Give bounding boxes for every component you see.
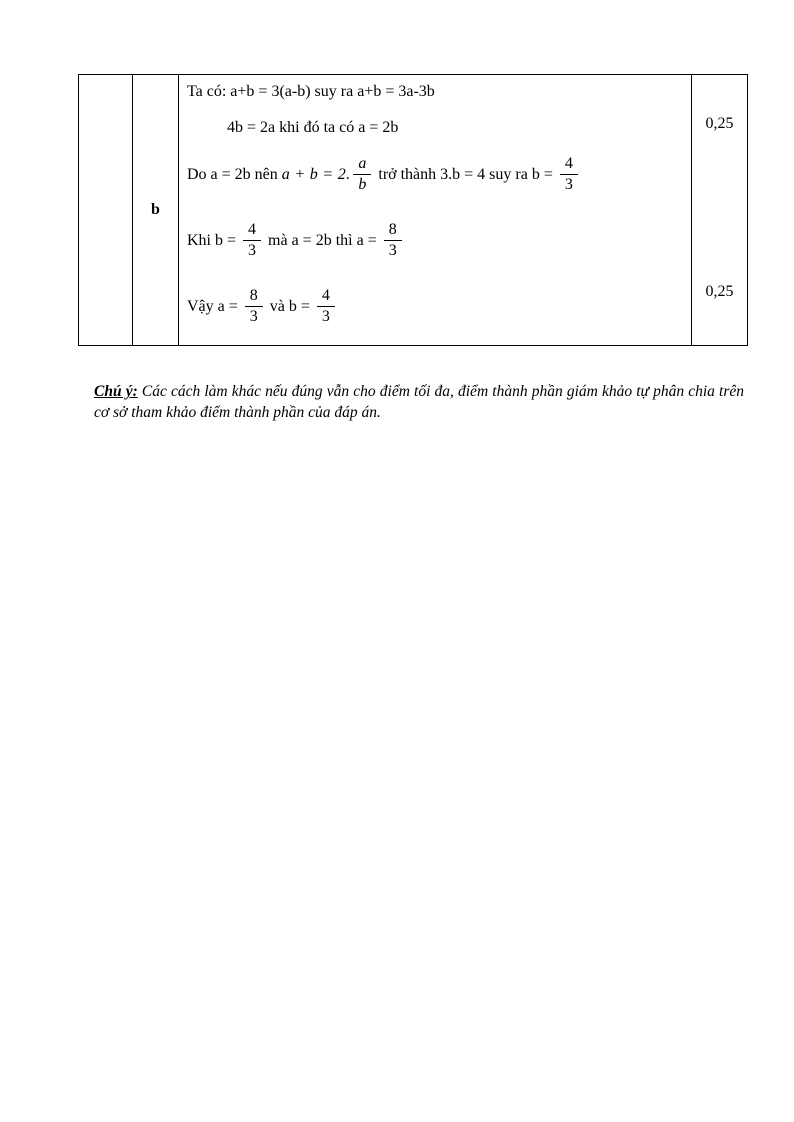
- fraction-denominator: 3: [245, 306, 263, 326]
- fraction-denominator: 3: [243, 240, 261, 260]
- answer-table: [78, 74, 748, 346]
- math-expression: a + b = 2.: [281, 165, 351, 183]
- question-number-cell: [79, 75, 133, 345]
- fraction: [384, 221, 402, 261]
- solution-line: [187, 155, 689, 195]
- fraction-numerator: 8: [249, 287, 258, 304]
- fraction-numerator: a: [358, 155, 367, 172]
- fraction: [243, 221, 261, 261]
- text-run: Vậy a =: [187, 297, 242, 315]
- score-cell: [692, 75, 747, 345]
- solution-line: [187, 119, 689, 137]
- fraction: [353, 155, 371, 195]
- fraction-numerator: 8: [388, 221, 397, 238]
- text-run: mà a = 2b thì a =: [264, 231, 381, 249]
- solution-cell: [179, 75, 692, 345]
- fraction-numerator: 4: [248, 221, 257, 238]
- fraction-numerator: 4: [564, 155, 573, 172]
- text-run: Ta có: a+b = 3(a-b) suy ra a+b = 3a-3b: [187, 83, 435, 100]
- text-run: Do a = 2b nên: [187, 165, 282, 183]
- text-run: Khi b =: [187, 231, 241, 249]
- note-text: Các cách làm khác nếu đúng vẫn cho điểm tối đa, điểm thành phần giám khảo tự phân chia trên cơ sở tham khảo điểm thành phần của đáp án.: [94, 383, 744, 422]
- text-run: và b =: [265, 297, 314, 315]
- note-label: Chú ý:: [94, 383, 138, 400]
- text-run: 4b = 2a khi đó ta có a = 2b: [227, 119, 399, 136]
- fraction: [245, 287, 263, 327]
- fraction: [317, 287, 335, 327]
- score-value: 0,25: [705, 115, 734, 132]
- note-paragraph: [94, 381, 744, 424]
- solution-line: [187, 83, 689, 101]
- fraction-denominator: 3: [384, 240, 402, 260]
- text-run: trở thành 3.b = 4 suy ra b =: [374, 165, 557, 183]
- solution-line: [187, 287, 689, 327]
- part-label: b: [151, 201, 160, 218]
- solution-line: [187, 221, 689, 261]
- fraction: [560, 155, 578, 195]
- fraction-numerator: 4: [321, 287, 330, 304]
- fraction-denominator: b: [353, 174, 371, 194]
- part-label-cell: [133, 75, 179, 345]
- fraction-denominator: 3: [317, 306, 335, 326]
- score-value: 0,25: [705, 283, 734, 300]
- fraction-denominator: 3: [560, 174, 578, 194]
